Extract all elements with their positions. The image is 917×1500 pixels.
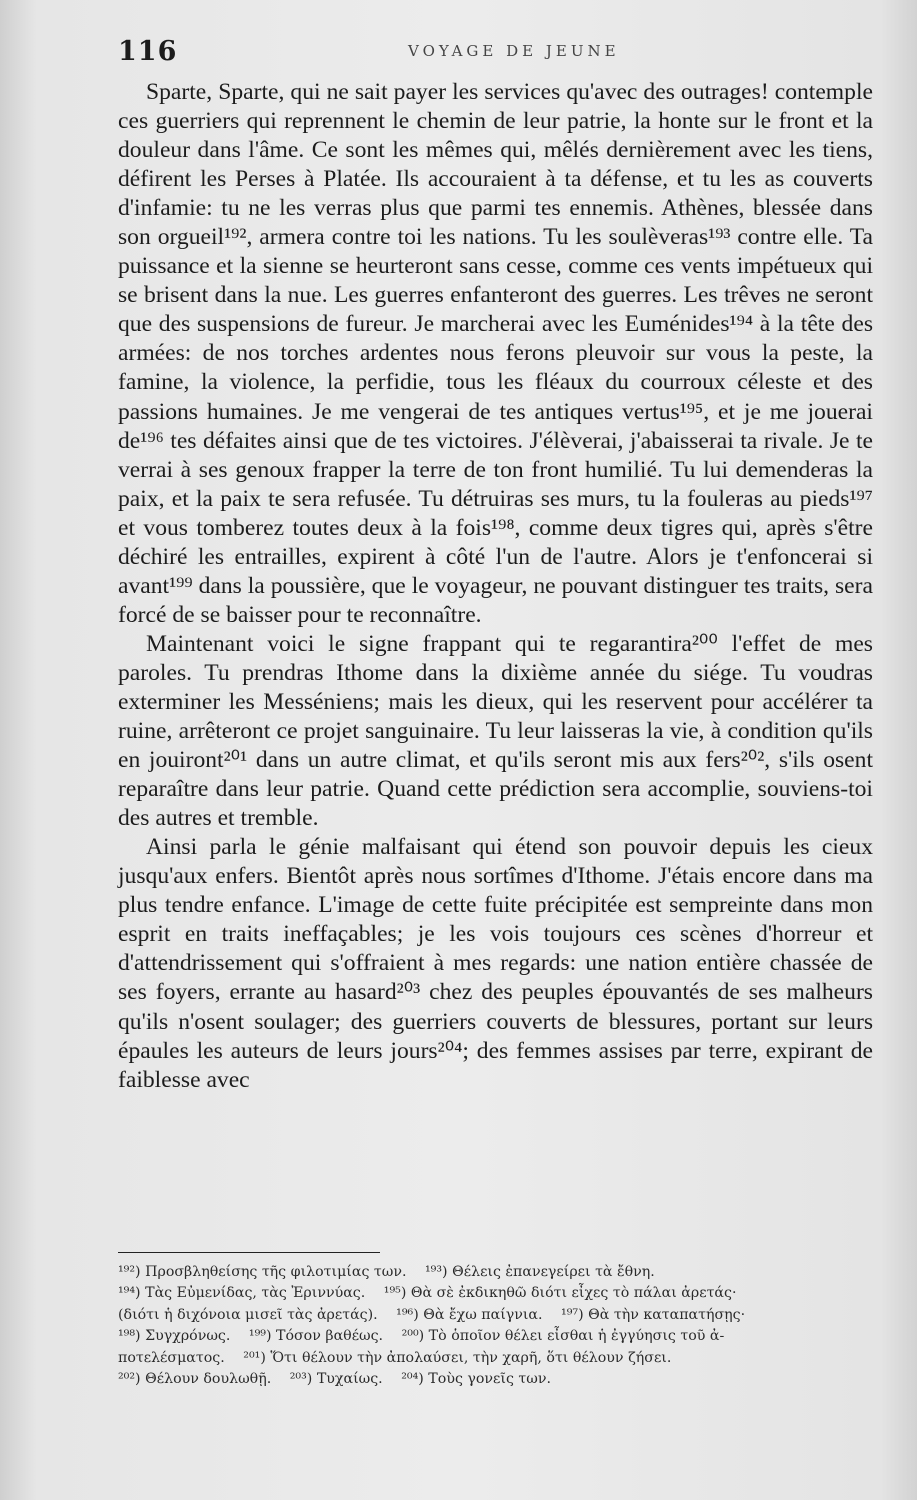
page-number: 116 (118, 36, 178, 67)
footnote-line (118, 1326, 873, 1347)
footnote-line (118, 1369, 873, 1390)
footnote: ¹⁹²) Προσβληθείσης τῆς φιλοτιμίας των. (118, 1264, 407, 1280)
footnote: ²⁰¹) Ὅτι θέλουν τὴν ἀπολαύσει, τὴν χαρῆ, ὅτι θέλουν ζήσει. (243, 1349, 672, 1366)
paragraph-3: Ainsi parla le génie malfaisant qui étend son pouvoir depuis les cieux jusqu'aux enfers. Bientôt après nous sortîmes d'Ithome. J'étais encore dans ma plus tendre enfance. L'image de cette fuite précipitée est sempreinte dans mon esprit en traits ineffaçables; je les vois toujours ces scènes d'horreur et d'attendrissement qui s'offraient à mes regards: une nation entière chassée de ses foyers, errante au hasard²⁰³ chez des peuples épouvantés de ses malheurs qu'ils n'osent soulager; des guerriers couverts de blessures, portant sur leurs épaules les auteurs de leurs jours²⁰⁴; des femmes assises par terre, expirant de faiblesse avec (118, 834, 873, 1093)
footnotes (118, 1262, 873, 1390)
footnote-line (118, 1305, 873, 1326)
footnote-rule (118, 1252, 380, 1253)
paragraph-2: Maintenant voici le signe frappant qui te regarantira²⁰⁰ l'effet de mes paroles. Tu prendras Ithome dans la dixième année du siége. Tu voudras exterminer les Messéniens; mais les dieux, qui les reservent pour accélérer ta ruine, arrêteront ce projet sanguinaire. Tu leur laisseras la vie, à condition qu'ils en jouiront²⁰¹ dans un autre climat, et qu'ils seront mis aux fers²⁰², s'ils osent reparaître dans leur patrie. Quand cette prédiction sera accomplie, souviens-toi des autres et tremble. (118, 630, 873, 832)
footnote: ¹⁹⁴) Τὰς Εὐμενίδας, τὰς Ἐριννύας. (118, 1285, 366, 1302)
footnote: ποτελέσματος. (118, 1349, 225, 1366)
footnote: ²⁰⁴) Τοὺς γονεῖς των. (401, 1371, 551, 1388)
footnote: ¹⁹⁶) Θὰ ἔχω παίγνια. (396, 1306, 543, 1323)
footnote-line (118, 1348, 873, 1369)
running-title: VOYAGE DE JEUNE (408, 42, 620, 60)
footnote: ¹⁹³) Θέλεις ἐπανεγείρει τὰ ἔθνη. (424, 1264, 655, 1280)
footnote: (διότι ἡ διχόνοια μισεῖ τὰς ἀρετάς). (118, 1306, 378, 1323)
footnote: ²⁰⁰) Τὸ ὁποῖον θέλει εἶσθαι ἡ ἐγγύησις τοῦ ἀ- (401, 1328, 725, 1345)
footnote-line (118, 1262, 873, 1283)
footnote-line (118, 1283, 873, 1304)
footnote: ¹⁹⁸) Συγχρόνως. (118, 1328, 231, 1345)
main-text (118, 78, 873, 1095)
paragraph-1: Sparte, Sparte, qui ne sait payer les services qu'avec des outrages! contemple ces guerriers qui reprennent le chemin de leur patrie, la honte sur le front et la douleur dans l'âme. Ce sont les mêmes qui, mêlés dernièrement avec les tiens, défirent les Perses à Platée. Ils accouraient à ta défense, et tu les as couverts d'infamie: tu ne les verras plus que parmi tes ennemis. Athènes, blessée dans son orgueil¹⁹², armera contre toi les nations. Tu les soulèveras¹⁹³ contre elle. Ta puissance et la sienne se heurteront sans cesse, comme ces vents impétueux qui se brisent dans la nue. Les guerres enfanteront des guerres. Les trêves ne seront que des suspensions de fureur. Je marcherai avec les Euménides¹⁹⁴ à la tête des armées: de nos torches ardentes nous ferons pleuvoir sur vous la peste, la famine, la violence, la perfidie, tous les fléaux du courroux céleste et des passions humaines. Je me vengerai de tes antiques vertus¹⁹⁵, et je me jouerai de¹⁹⁶ tes défaites ainsi que de tes victoires. J'élèverai, j'abaisserai ta rivale. Je te verrai à ses genoux frapper la terre de ton front humilié. Tu lui demenderas la paix, et la paix te sera refusée. Tu détruiras ses murs, tu la fouleras au pieds¹⁹⁷ et vous tomberez toutes deux à la fois¹⁹⁸, comme deux tigres qui, après s'être déchiré les entrailles, expirent à côté l'un de l'autre. Alors je t'enfoncerai si avant¹⁹⁹ dans la poussière, que le voyageur, ne pouvant distinguer tes traits, sera forcé de se baisser pour te reconnaître. (118, 79, 873, 628)
footnote: ¹⁹⁹) Τόσον βαθέως. (248, 1328, 384, 1345)
footnote: ¹⁹⁵) Θὰ σὲ ἐκδικηθῶ διότι εἶχες τὸ πάλαι ἀρετάς· (383, 1285, 737, 1302)
footnote: ¹⁹⁷) Θὰ τὴν καταπατήσῃς· (561, 1306, 746, 1323)
footnote: ²⁰²) Θέλουν δουλωθῇ. (118, 1371, 272, 1388)
footnote: ²⁰³) Τυχαίως. (289, 1371, 383, 1388)
